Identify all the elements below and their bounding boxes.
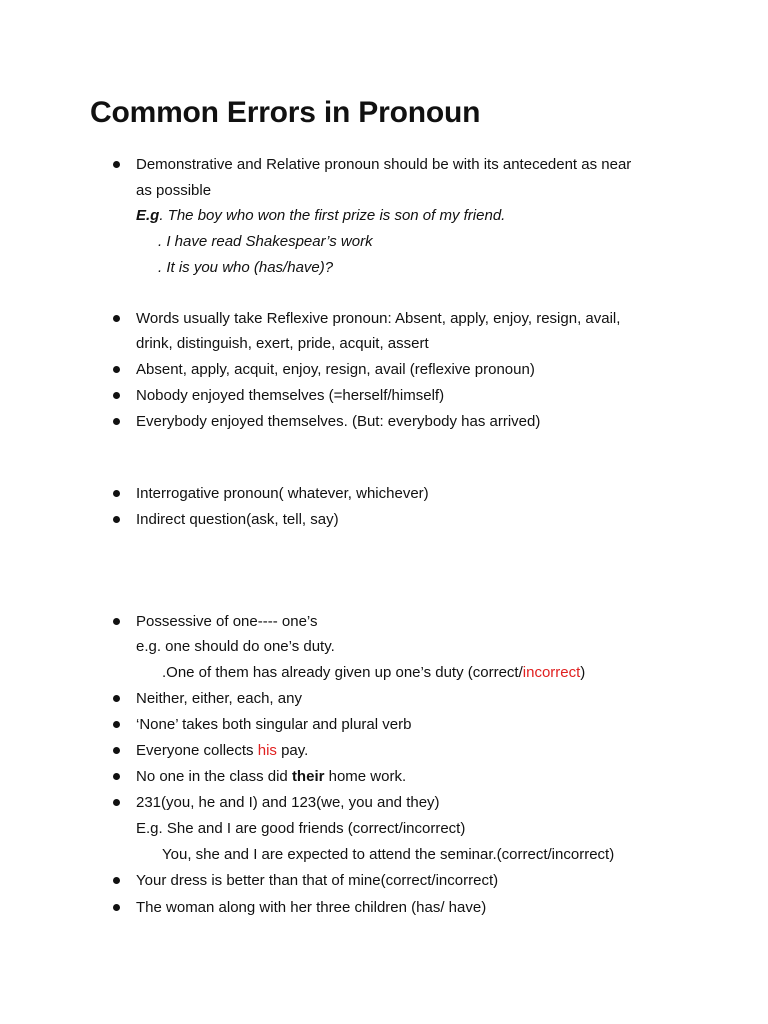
possessive-bullet-7: Your dress is better than that of mine(correct/incorrect) bbox=[136, 872, 499, 889]
possessive-example-4: You, she and I are expected to attend the seminar.(correct/incorrect) bbox=[162, 846, 615, 863]
bullet-icon bbox=[113, 773, 120, 780]
bullet-icon bbox=[113, 366, 120, 373]
bullet-icon bbox=[113, 877, 120, 884]
reflexive-line-1: Words usually take Reflexive pronoun: Absent, apply, enjoy, resign, avail, bbox=[136, 310, 621, 327]
demonstrative-example-1 bbox=[136, 206, 505, 226]
bullet-icon bbox=[113, 392, 120, 399]
bullet-icon bbox=[113, 721, 120, 728]
example-text: .One of them has already given up one’s duty (correct/ bbox=[162, 664, 523, 681]
example-text-end: ) bbox=[580, 664, 586, 681]
bullet-icon bbox=[113, 747, 120, 754]
eg-label: E.g bbox=[136, 207, 160, 224]
possessive-bullet-2: Neither, either, each, any bbox=[136, 690, 302, 707]
highlight-his: his bbox=[257, 742, 277, 759]
possessive-bullet-8: The woman along with her three children (has/ have) bbox=[136, 899, 487, 916]
possessive-example-2 bbox=[162, 663, 585, 683]
bullet-icon bbox=[113, 315, 120, 322]
possessive-bullet-5 bbox=[136, 767, 406, 787]
bullet-icon bbox=[113, 799, 120, 806]
bullet-text-end: pay. bbox=[276, 742, 309, 759]
bullet-icon bbox=[113, 418, 120, 425]
bullet-icon bbox=[113, 695, 120, 702]
possessive-bullet-6: 231(you, he and I) and 123(we, you and they) bbox=[136, 794, 440, 811]
interrogative-bullet-2: Indirect question(ask, tell, say) bbox=[136, 511, 339, 528]
demonstrative-line-1: Demonstrative and Relative pronoun should be with its antecedent as near bbox=[136, 156, 632, 173]
bullet-icon bbox=[113, 161, 120, 168]
reflexive-bullet-2: Absent, apply, acquit, enjoy, resign, avail (reflexive pronoun) bbox=[136, 361, 535, 378]
demonstrative-example-2: . I have read Shakespear’s work bbox=[158, 233, 373, 250]
bullet-icon bbox=[113, 516, 120, 523]
bullet-icon bbox=[113, 490, 120, 497]
possessive-bullet-4 bbox=[136, 741, 308, 761]
bullet-text: Everyone collects bbox=[136, 742, 258, 759]
reflexive-line-2: drink, distinguish, exert, pride, acquit, assert bbox=[136, 335, 429, 352]
reflexive-bullet-4: Everybody enjoyed themselves. (But: everybody has arrived) bbox=[136, 413, 541, 430]
demonstrative-line-2: as possible bbox=[136, 182, 212, 199]
demonstrative-example-3: . It is you who (has/have)? bbox=[158, 259, 334, 276]
possessive-example-1: e.g. one should do one’s duty. bbox=[136, 638, 335, 655]
highlight-incorrect: incorrect bbox=[522, 664, 581, 681]
bullet-icon bbox=[113, 618, 120, 625]
possessive-bullet-3: ‘None’ takes both singular and plural verb bbox=[136, 716, 412, 733]
bullet-text-end: home work. bbox=[324, 768, 407, 785]
page-title: Common Errors in Pronoun bbox=[90, 96, 481, 129]
bullet-text: No one in the class did bbox=[136, 768, 292, 785]
possessive-bullet-1: Possessive of one---- one’s bbox=[136, 613, 318, 630]
possessive-example-3: E.g. She and I are good friends (correct/incorrect) bbox=[136, 820, 466, 837]
bullet-icon bbox=[113, 904, 120, 911]
bold-their: their bbox=[291, 768, 325, 785]
reflexive-bullet-3: Nobody enjoyed themselves (=herself/himself) bbox=[136, 387, 445, 404]
example-text: . The boy who won the first prize is son of my friend. bbox=[159, 207, 506, 224]
interrogative-bullet-1: Interrogative pronoun( whatever, whichever) bbox=[136, 485, 429, 502]
